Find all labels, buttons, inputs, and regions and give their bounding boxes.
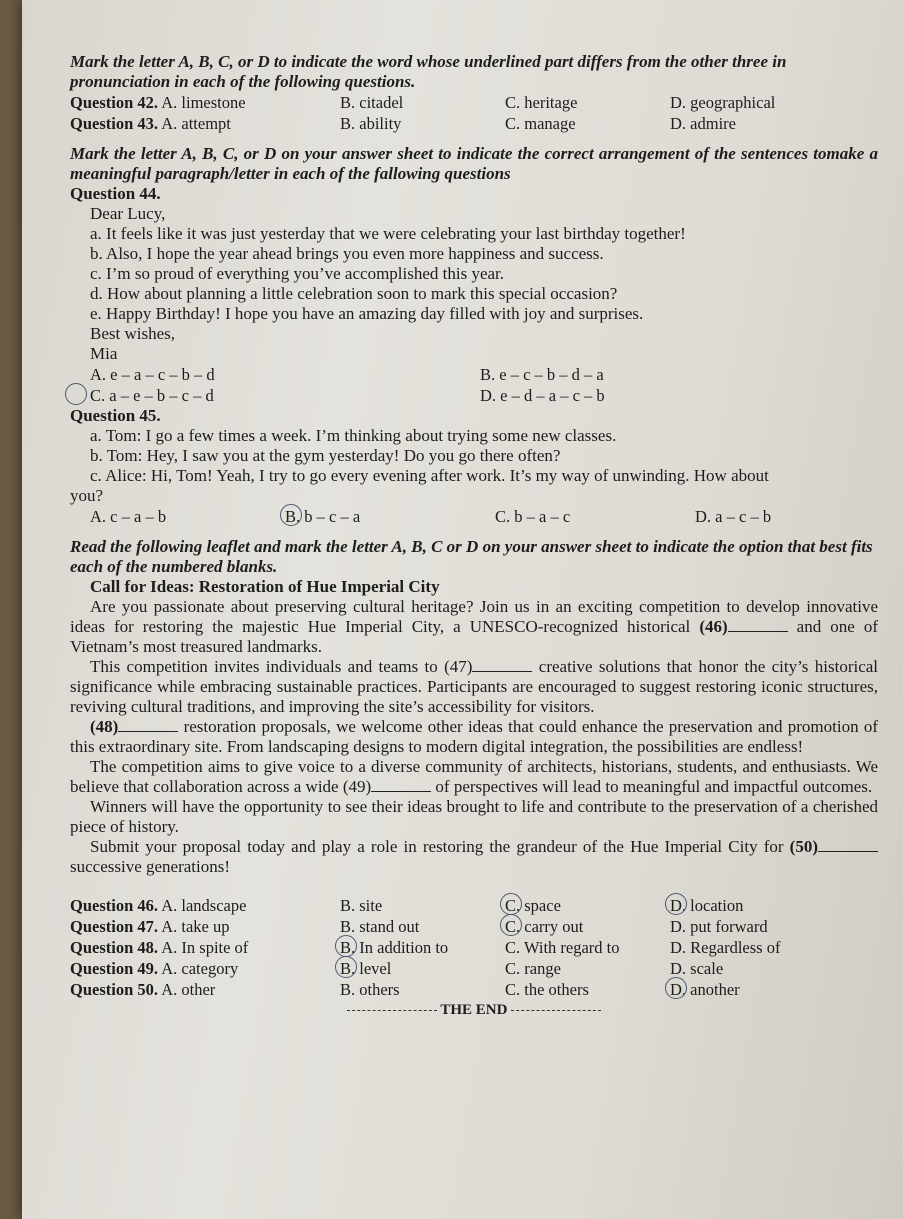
letter-greeting: Dear Lucy, [90, 204, 166, 223]
pronunciation-instruction: Mark the letter A, B, C, or D to indicate the word whose underlined part differs from the other three in pronunciation in each of the following questions. [70, 52, 787, 91]
question-46-row: Question 46. A. landscape B. site C. space D. location [70, 895, 878, 916]
q46-option-c: C. space [505, 895, 670, 916]
q46-option-b: B. site [340, 896, 383, 915]
dialogue-line-c: c. Alice: Hi, Tom! Yeah, I try to go every evening after work. It’s my way of unwinding. How about [90, 466, 769, 485]
dialogue-line-a: a. Tom: I go a few times a week. I’m thinking about trying some new classes. [90, 426, 617, 445]
q50-option-a: A. other [161, 980, 216, 999]
dash-right [511, 1010, 601, 1011]
question-49-row: Question 49. A. category B. level C. range D. scale [70, 958, 878, 979]
leaflet-instruction: Read the following leaflet and mark the letter A, B, C or D on your answer sheet to indicate the option that best fits each of the numbered blanks. [70, 537, 873, 576]
q44-option-a: A. e – a – c – b – d [90, 365, 215, 384]
dash-left [347, 1010, 437, 1011]
q48-option-d: D. Regardless of [670, 938, 781, 957]
q43-option-d: D. admire [670, 114, 736, 133]
leaflet-title: Call for Ideas: Restoration of Hue Imperial City [90, 577, 440, 596]
q45-option-c: C. b – a – c [495, 507, 571, 526]
q44-options-row-1 [70, 364, 878, 385]
letter-closing: Best wishes, [90, 324, 175, 343]
q42-option-d: D. geographical [670, 93, 776, 112]
blank-49 [371, 777, 431, 792]
leaflet-paragraph-4: The competition aims to give voice to a diverse community of architects, historians, students, and enthusiasts. We believe that collaboration across a wide (49) of perspectives will lead to meaningful and impactful outcomes. [70, 757, 878, 796]
blank-47 [472, 657, 532, 672]
q47-option-b: B. stand out [340, 917, 420, 936]
q48-option-a: A. In spite of [161, 938, 249, 957]
q43-option-c: C. manage [505, 114, 576, 133]
q47-option-a: A. take up [161, 917, 230, 936]
blank-48-label: (48) [90, 717, 119, 736]
q49-option-b: B. level [340, 958, 505, 979]
leaflet-paragraph-3: (48) restoration proposals, we welcome other ideas that could enhance the preservation and promotion of this extraordinary site. From landscaping designs to modern digital integration, the possibilities are endless! [70, 717, 878, 756]
blank-46-label: (46) [699, 617, 728, 636]
q44-option-b: B. e – c – b – d – a [480, 365, 604, 384]
dialogue-line-b: b. Tom: Hey, I saw you at the gym yesterday! Do you go there often? [90, 446, 561, 465]
q44-option-d: D. e – d – a – c – b [480, 386, 605, 405]
question-44-label: Question 44. [70, 184, 161, 203]
question-50-row: Question 50. A. other B. others C. the others D. another [70, 979, 878, 1000]
question-45-label: Question 45. [70, 406, 161, 425]
question-43-row [70, 113, 878, 134]
blank-46 [728, 617, 788, 632]
dialogue-line-c-cont: you? [70, 486, 104, 505]
q50-option-c: C. the others [505, 980, 589, 999]
leaflet-paragraph-5: Winners will have the opportunity to see their ideas brought to life and contribute to the preservation of a cherished piece of history. [70, 797, 878, 836]
question-48-row: Question 48. A. In spite of B. In addition to C. With regard to D. Regardless of [70, 937, 878, 958]
q49-option-a: A. category [161, 959, 239, 978]
blank-50 [818, 837, 878, 852]
paper-sheet [22, 0, 903, 1219]
q45-option-a: A. c – a – b [90, 507, 167, 526]
letter-signature: Mia [90, 344, 118, 363]
q49-option-d: D. scale [670, 959, 724, 978]
exam-content [70, 52, 878, 1019]
leaflet-paragraph-6: Submit your proposal today and play a role in restoring the grandeur of the Hue Imperial City for (50) successive generations! [70, 837, 878, 877]
letter-line-e: e. Happy Birthday! I hope you have an amazing day filled with joy and surprises. [90, 304, 644, 323]
leaflet-paragraph-1: Are you passionate about preserving cultural heritage? Join us in an exciting competition to develop innovative ideas for restoring the majestic Hue Imperial City, a UNESCO-recognized historical (46) and one of Vietnam’s most treasured landmarks. [70, 597, 878, 656]
letter-line-b: b. Also, I hope the year ahead brings you even more happiness and success. [90, 244, 604, 263]
q44-options-row-2 [70, 385, 878, 406]
letter-line-a: a. It feels like it was just yesterday that we were celebrating your last birthday together! [90, 224, 686, 243]
leaflet-paragraph-2: This competition invites individuals and teams to (47) creative solutions that honor the city’s historical significance while embracing sustainable practices. Participants are encouraged to suggest restoring iconic structures, reviving cultural traditions, and improving the site’s accessibility for visitors. [70, 657, 879, 716]
q48-option-c: C. With regard to [505, 938, 620, 957]
q44-option-c: C. a – e – b – c – d [70, 385, 480, 406]
the-end-text: THE END [440, 1002, 508, 1018]
q42-option-c: C. heritage [505, 93, 578, 112]
q42-option-a: A. limestone [161, 93, 246, 112]
question-42-label: Question 42. [70, 93, 159, 112]
q42-option-b: B. citadel [340, 93, 404, 112]
q47-option-c: C. carry out [505, 916, 670, 937]
q50-option-b: B. others [340, 980, 400, 999]
the-end-footer [70, 1002, 878, 1019]
q46-option-d: D. location [670, 895, 835, 916]
q45-options-row [70, 506, 878, 527]
letter-line-c: c. I’m so proud of everything you’ve accomplished this year. [90, 264, 505, 283]
q43-option-b: B. ability [340, 114, 402, 133]
arrangement-instruction: Mark the letter A, B, C, or D on your answer sheet to indicate the correct arrangement of the sentences tomake a meaningful paragraph/letter in each of the fallowing questions [70, 144, 878, 183]
question-42-row [70, 92, 878, 113]
blank-50-label: (50) [789, 837, 818, 856]
q50-option-d: D. another [670, 979, 835, 1000]
question-43-label: Question 43. [70, 114, 159, 133]
question-47-row: Question 47. A. take up B. stand out C. carry out D. put forward [70, 916, 878, 937]
q49-option-c: C. range [505, 959, 561, 978]
blank-48 [118, 717, 178, 732]
q47-option-d: D. put forward [670, 917, 768, 936]
letter-line-d: d. How about planning a little celebration soon to mark this special occasion? [90, 284, 618, 303]
q43-option-a: A. attempt [161, 114, 231, 133]
q45-option-b: B. b – c – a [285, 506, 495, 527]
q45-option-d: D. a – c – b [695, 507, 772, 526]
q48-option-b: B. In addition to [340, 937, 505, 958]
q46-option-a: A. landscape [161, 896, 247, 915]
